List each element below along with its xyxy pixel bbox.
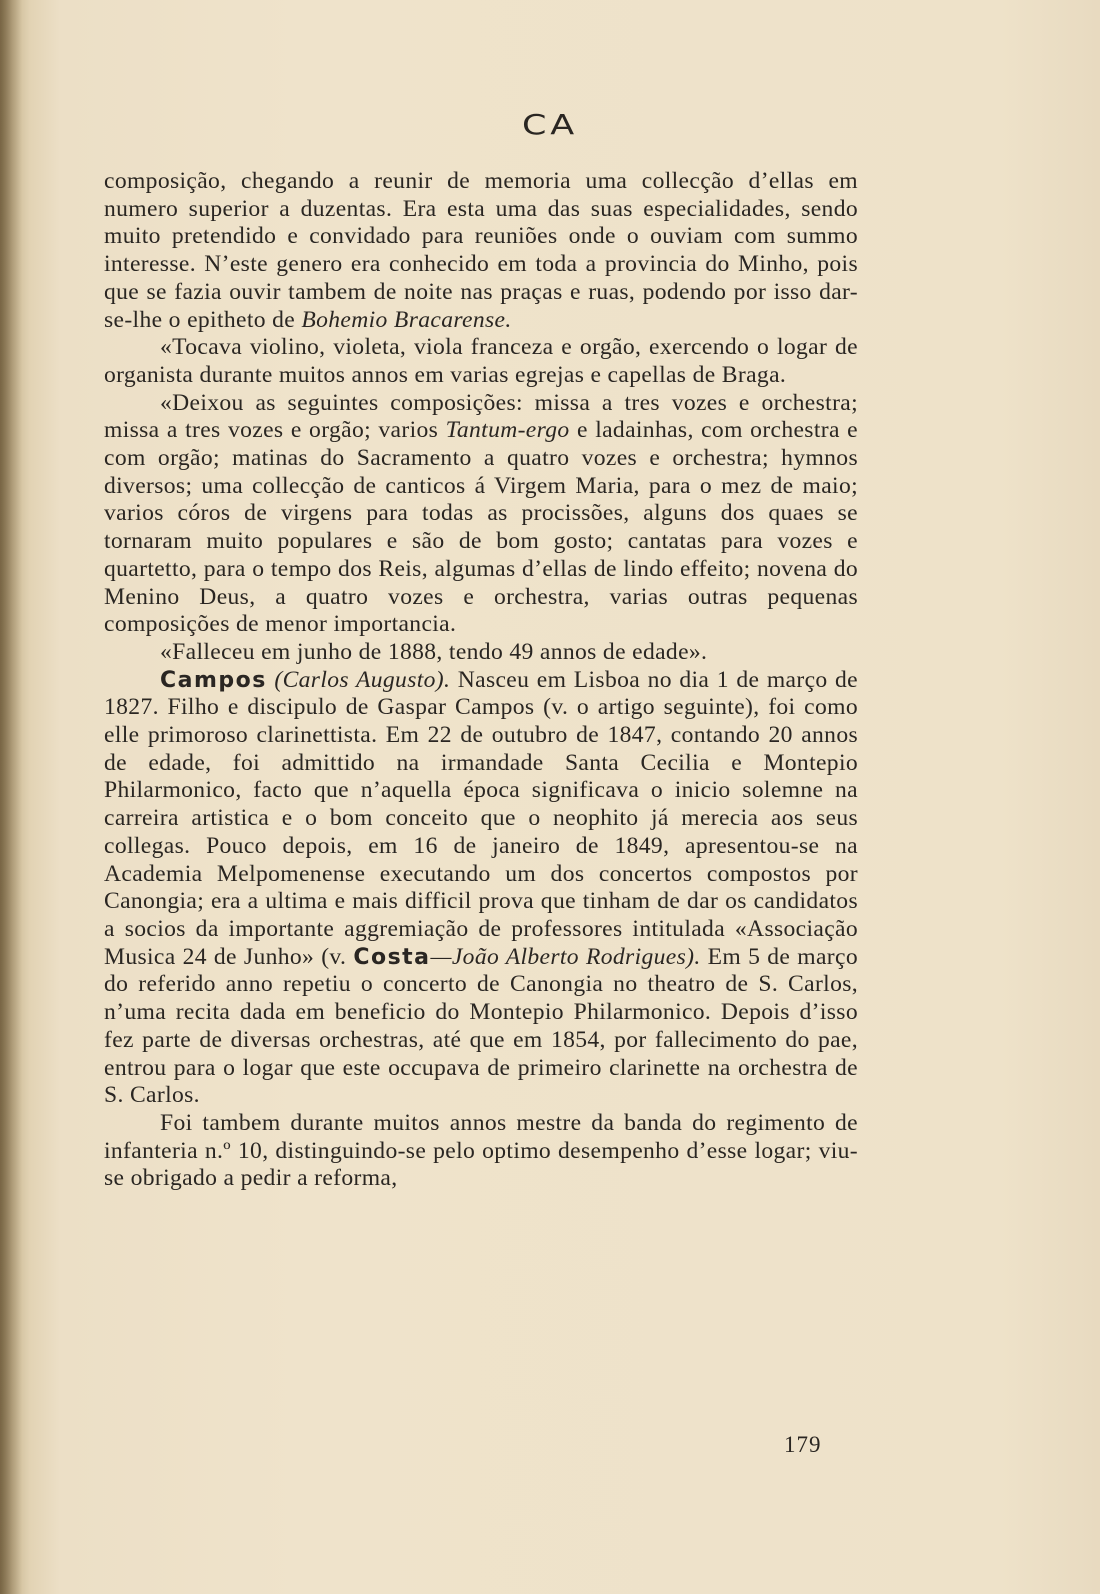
entry-forename: (Carlos Augusto).: [266, 666, 451, 693]
running-head: CA: [522, 108, 578, 141]
paragraph-3-text-end: e ladainhas, com orchestra e com orgão; matinas do Sacramento a quatro vozes e orchestra; hymnos diversos; uma collecção de canticos á Virgem Maria, para o mez de maio; varios córos de virgens para todas as procissões, alguns dos quaes se tornaram muito populares e são de bom gosto; cantatas para vozes e quartetto, para o tempo dos Reis, algumas d’ellas de lindo effeito; novena do Menino Deus, a quatro vozes e orchestra, varias outras pequenas composições de menor importancia.: [104, 417, 858, 638]
entry-text-end: Em 5 de março do referido anno repetiu o concerto de Canongia no theatro de S. Carlos, n’uma recita dada em beneficio do Montepio Philarmonico. Depois d’isso fez parte de diversas orchestras, até que em 1854, por fallecimento do pae, entrou para o logar que este occupava de primeiro clarinette na orchestra de S. Carlos.: [104, 943, 858, 1109]
paragraph-1-text: composição, chegando a reunir de memoria uma collecção d’ellas em numero superior a duzentas. Era esta uma das suas especialidades, sendo muito pretendido e convidado para reuniões onde o ouviam com summo interesse. N’este genero era conhecido em toda a provincia do Minho, pois que se fazia ouvir tambem de noite nas praças e ruas, podendo por isso dar-se-lhe o epitheto de: [104, 168, 858, 333]
page-number: 179: [784, 1432, 822, 1457]
cross-reference-rest: —João Alberto Rodrigues).: [430, 943, 701, 970]
body-text: [104, 168, 858, 1193]
paragraph-2: «Tocava violino, violeta, viola franceza e orgão, exercendo o logar de organista durante muitos annos em varias egrejas e capellas de Braga.: [104, 334, 858, 388]
paragraph-3-italic: Tantum-ergo: [445, 417, 570, 444]
paragraph-5-entry: [104, 667, 858, 1110]
entry-name: Campos: [160, 667, 267, 693]
paragraph-4: «Falleceu em junho de 1888, tendo 49 annos de edade».: [160, 638, 708, 665]
cross-reference-name: Costa: [353, 944, 431, 970]
paragraph-6: Foi tambem durante muitos annos mestre da banda do regimento de infanteria n.º 10, distinguindo-se pelo optimo desempenho d’esse logar; viu-se obrigado a pedir a reforma,: [104, 1109, 858, 1192]
paragraph-3-text: «Deixou as seguintes composições: missa a tres vozes e orchestra; missa a tres vozes e orgão; varios: [104, 389, 858, 444]
entry-text: Nasceu em Lisboa no dia 1 de março de 1827. Filho e discipulo de Gaspar Campos (v. o artigo seguinte), foi como elle primoroso clarinettista. Em 22 de outubro de 1847, contando 20 annos de edade, foi admittido na irmandade Santa Cecilia e Montepio Philarmonico, facto que n’aquella época significava o inicio solemne na carreira artistica e o bom conceito que o neophito já merecia aos seus collegas. Pouco depois, em 16 de janeiro de 1849, apresentou-se na Academia Melpomenense executando um dos concertos compostos por Canongia; era a ultima e mais difficil prova que tinham de dar os candidatos a socios da importante aggremiação de professores intitulada «Associação Musica 24 de Junho» (v.: [104, 666, 858, 970]
paragraph-3: [104, 390, 858, 639]
paragraph-1-italic: Bohemio Bracarense.: [301, 306, 512, 333]
paragraph-1: [104, 168, 858, 334]
